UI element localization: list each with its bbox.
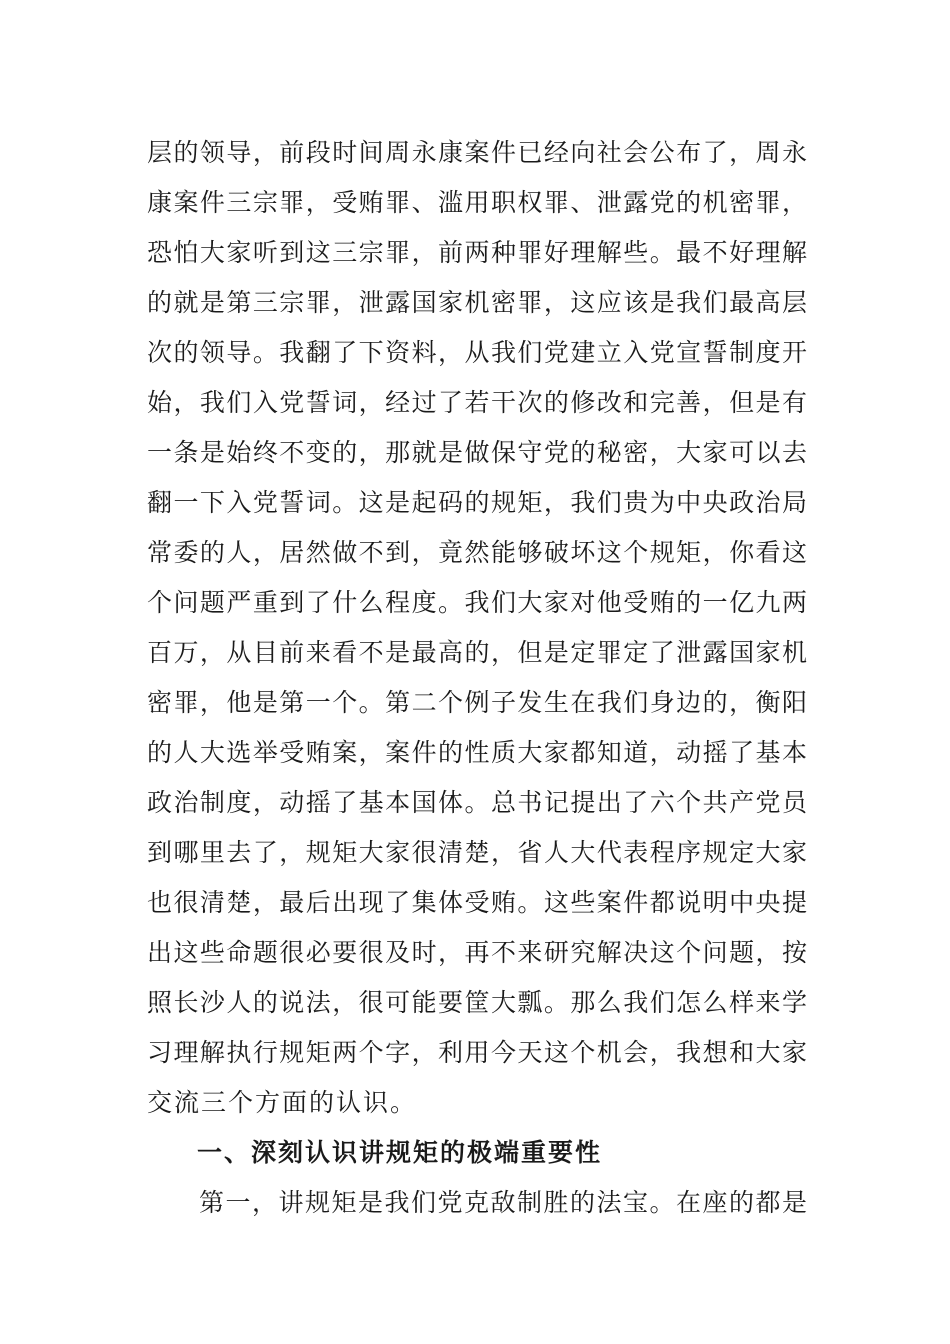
text-line: 个问题严重到了什么程度。我们大家对他受贿的一亿九两: [147, 588, 807, 617]
text-line: 康案件三宗罪，受贿罪、滥用职权罪、泄露党的机密罪，: [147, 188, 807, 217]
text-line: 的人大选举受贿案，案件的性质大家都知道，动摇了基本: [147, 738, 807, 767]
text-line: 的就是第三宗罪，泄露国家机密罪，这应该是我们最高层: [147, 288, 807, 317]
text-line: 恐怕大家听到这三宗罪，前两种罪好理解些。最不好理解: [147, 238, 807, 267]
text-line: 常委的人，居然做不到，竟然能够破坏这个规矩，你看这: [147, 538, 807, 567]
text-line: 始，我们入党誓词，经过了若干次的修改和完善，但是有: [147, 388, 807, 417]
section-heading: 一、深刻认识讲规矩的极端重要性: [197, 1138, 603, 1167]
text-line: 交流三个方面的认识。: [147, 1088, 418, 1117]
text-line: 出这些命题很必要很及时，再不来研究解决这个问题，按: [147, 938, 807, 967]
text-line: 密罪，他是第一个。第二个例子发生在我们身边的，衡阳: [147, 688, 807, 717]
text-line: 也很清楚，最后出现了集体受贿。这些案件都说明中央提: [147, 888, 807, 917]
text-line: 到哪里去了，规矩大家很清楚，省人大代表程序规定大家: [147, 838, 807, 867]
text-line: 一条是始终不变的，那就是做保守党的秘密，大家可以去: [147, 438, 807, 467]
text-line: 政治制度，动摇了基本国体。总书记提出了六个共产党员: [147, 788, 807, 817]
text-line: 百万，从目前来看不是最高的，但是定罪定了泄露国家机: [147, 638, 807, 667]
document-body: [147, 128, 807, 1228]
text-line: 次的领导。我翻了下资料，从我们党建立入党宣誓制度开: [147, 338, 807, 367]
paragraph-first-line: 第一，讲规矩是我们党克敌制胜的法宝。在座的都是: [199, 1188, 807, 1217]
text-line: 翻一下入党誓词。这是起码的规矩，我们贵为中央政治局: [147, 488, 807, 517]
text-line: 层的领导，前段时间周永康案件已经向社会公布了，周永: [147, 138, 807, 167]
text-line: 照长沙人的说法，很可能要筐大瓢。那么我们怎么样来学: [147, 988, 807, 1017]
text-line: 习理解执行规矩两个字，利用今天这个机会，我想和大家: [147, 1038, 807, 1067]
